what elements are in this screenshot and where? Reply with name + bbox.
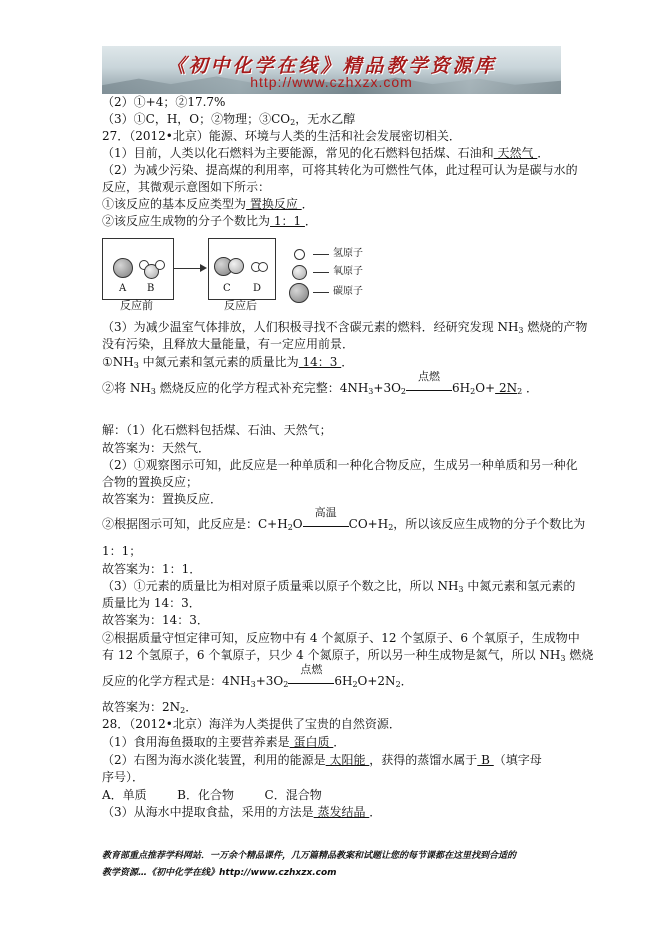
question-27-part3-2: ②将 $NH_3$ 燃烧反应的化学方程式补充完整：$4NH_3+3O_2$ 点燃 $6H_2O+ 2N_2$ ． [102, 370, 538, 396]
legend-carbon-icon [289, 283, 309, 303]
solution-line: （3）①元素的质量比为相对原子质量乘以原子个数之比，所以 $NH_3$ 中氮元素和氢元素的 [102, 579, 576, 594]
label-a: A [119, 283, 127, 294]
reaction-condition: 点燃 [288, 673, 334, 689]
legend-line [313, 292, 329, 293]
banner-url[interactable]: http://www.czhxzx.com [250, 74, 413, 90]
header-banner [102, 46, 561, 94]
solution-line: （2）①观察图示可知，此反应是一种单质和一种化合物反应，生成另一种单质和另一种化 [102, 458, 578, 472]
reactants-box [102, 238, 174, 300]
solution-line: 故答案为：1：1． [102, 562, 202, 576]
solution-line: 故答案为：14：3． [102, 613, 209, 627]
question-28-part2-b: 序号）． [102, 770, 145, 784]
solution-line: 故答案为：置换反应． [102, 492, 223, 506]
carbon-atom [113, 258, 133, 278]
question-27-title: 27．（2012•北京）能源、环境与人类的生活和社会发展密切相关． [102, 129, 461, 143]
answer-blank: 太阳能 [325, 753, 370, 767]
solution-line: 解：（1）化石燃料包括煤、石油、天然气； [102, 423, 332, 437]
answer-blank: $2N_2$ [495, 381, 523, 396]
question-28-title: 28．（2012•北京）海洋为人类提供了宝贵的自然资源． [102, 717, 401, 731]
answer-blank: 14：3 [298, 355, 342, 369]
question-27-part2-2: ②该反应生成物的分子个数比为 1：1 ． [102, 214, 317, 228]
solution-line: ②根据质量守恒定律可知，反应物中有 4 个氮原子、12 个氢原子、6 个氧原子，生成物中 [102, 631, 580, 645]
banner-title: 《初中化学在线》精品教学资源库 [166, 55, 497, 77]
footer-line-1: 教育部重点推荐学科网站．一万余个精品课件，几万篇精品教案和试题让您的每节课都在这里找到合适的 [102, 851, 517, 861]
question-28-part1: （1）食用海鱼摄取的主要营养素是 蛋白质 ． [102, 735, 346, 749]
question-27-part2-b: 反应，其微观示意图如下所示： [102, 180, 271, 194]
products-box [208, 238, 276, 300]
label-d: D [253, 283, 262, 294]
question-27-part3-1: $①NH_3$ 中氮元素和氢元素的质量比为 14：3 ． [102, 355, 354, 370]
hydrogen-atom [155, 260, 165, 270]
solution-line: 1：1； [102, 544, 142, 558]
question-27-part2-a: （2）为减少污染、提高煤的利用率，可将其转化为可燃性气体，此过程可认为是碳与水的 [102, 163, 578, 177]
reaction-condition: 高温 [303, 516, 349, 532]
answer-blank: 天然气 [493, 146, 538, 160]
reaction-arrow [173, 268, 201, 269]
solution-line: 质量比为 14：3． [102, 596, 201, 610]
solution-line: 故答案为：天然气． [102, 441, 211, 455]
solution-line: 有 12 个氢原子，6 个氧原子，只少 4 个氮原子，所以另一种生成物是氮气，所以 $NH_3$ 燃烧 [102, 648, 594, 663]
legend-oxygen-icon [292, 265, 307, 280]
question-27-part3-a: （3）为减少温室气体排放，人们积极寻找不含碳元素的燃料．经研究发现 $NH_3$ 燃烧的产物 [102, 320, 588, 335]
question-27-part3-b: 没有污染，且释放大量能量，有一定应用前景． [102, 337, 355, 351]
arrow-head-icon [200, 264, 207, 272]
answer-line-3: （3）①C，H，O；②物理；$③CO_2$，无水乙醇 [102, 112, 356, 127]
legend-line [313, 272, 329, 273]
label-c: C [223, 283, 231, 294]
oxygen-atom [228, 258, 244, 274]
question-27-part1: （1）目前，人类以化石燃料为主要能源，常见的化石燃料包括煤、石油和 天然气 ． [102, 146, 550, 160]
answer-blank: 1：1 [270, 214, 305, 228]
answer-line-2: （2）①+4；②17.7% [102, 95, 226, 109]
question-27-part2-1: ①该反应的基本反应类型为 置换反应 ． [102, 197, 314, 211]
after-label: 反应后 [224, 299, 257, 312]
solution-line: 反应的化学方程式是：$4NH_3+3O_2$ 点燃 $6H_2O+2N_2$． [102, 663, 413, 689]
footer-line-2: 教学资源…《初中化学在线》http://www.czhxzx.com [102, 868, 337, 878]
legend-oxygen-label: 氧原子 [333, 266, 363, 277]
solution-line: 合物的置换反应； [102, 475, 199, 489]
answer-blank: 置换反应 [246, 197, 302, 211]
label-b: B [147, 283, 155, 294]
legend-hydrogen-icon [294, 249, 305, 260]
hydrogen-atom [258, 262, 268, 272]
before-label: 反应前 [120, 299, 153, 312]
question-28-options: A．单质 B．化合物 C．混合物 [102, 788, 322, 802]
legend-line [313, 254, 329, 255]
solution-line: 故答案为：$2N_2$． [102, 700, 198, 715]
solution-line: ②根据图示可知，此反应是：$C+H_2O$ 高温 $CO+H_2$，所以该反应生成物的分子个数比为 [102, 506, 586, 532]
answer-blank: 蛋白质 [289, 735, 334, 749]
legend-carbon-label: 碳原子 [333, 286, 363, 297]
reaction-condition: 点燃 [406, 380, 452, 396]
answer-blank: 蒸发结晶 [313, 805, 370, 819]
question-28-part2: （2）右图为海水淡化装置，利用的能源是 太阳能 ，获得的蒸馏水属于 B （填字母 [102, 753, 542, 767]
legend-hydrogen-label: 氢原子 [333, 248, 363, 259]
question-28-part3: （3）从海水中提取食盐，采用的方法是 蒸发结晶 ． [102, 805, 382, 819]
answer-blank: B [477, 753, 494, 767]
